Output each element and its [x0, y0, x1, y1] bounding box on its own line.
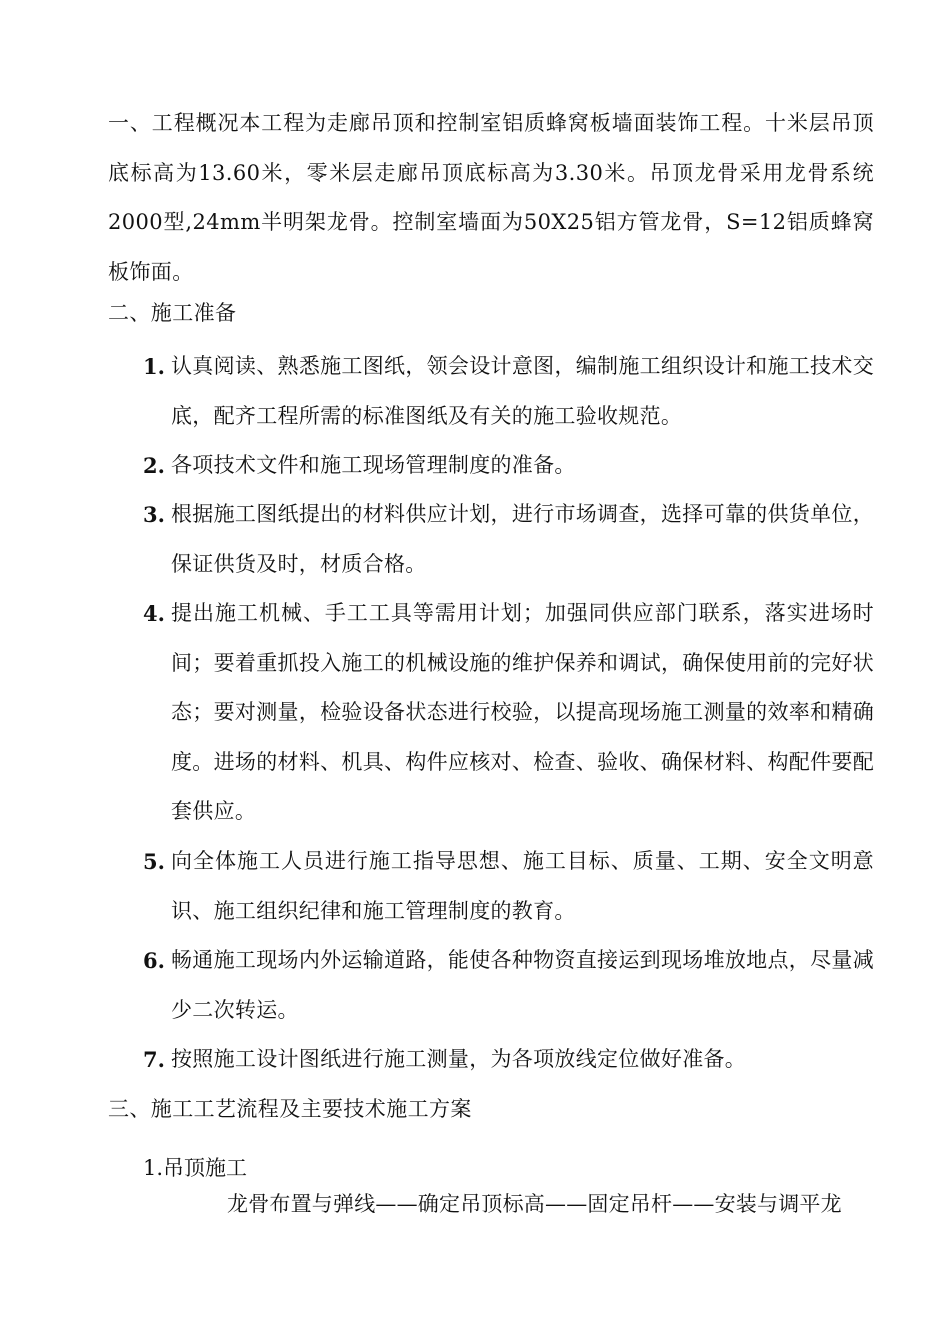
subsection-heading-ceiling: 1.吊顶施工	[143, 1156, 248, 1180]
list-item-number: 3.	[143, 502, 165, 527]
list-item-number: 6.	[143, 948, 165, 973]
list-item-number: 7.	[143, 1047, 165, 1072]
list-item	[143, 936, 874, 1035]
list-item-number: 1.	[143, 354, 165, 379]
list-item-text: 提出施工机械、手工工具等需用计划；加强同供应部门联系，落实进场时间；要着重抓投入施工的机械设施的维护保养和调试，确保使用前的完好状态；要对测量，检验设备状态进行校验，以提高现场施工测量的效率和精确度。进场的材料、机具、构件应核对、检查、验收、确保材料、构配件要配套供应。	[171, 601, 874, 823]
list-item	[143, 441, 874, 491]
section-heading-process: 三、施工工艺流程及主要技术施工方案	[108, 1097, 472, 1121]
list-item-text: 按照施工设计图纸进行施工测量，为各项放线定位做好准备。	[171, 1047, 747, 1071]
list-item-text: 向全体施工人员进行施工指导思想、施工目标、质量、工期、安全文明意识、施工组织纪律和施工管理制度的教育。	[171, 849, 874, 923]
list-item	[143, 490, 874, 589]
overview-paragraph: 一、工程概况本工程为走廊吊顶和控制室铝质蜂窝板墙面装饰工程。十米层吊顶底标高为13.60米，零米层走廊吊顶底标高为3.30米。吊顶龙骨采用龙骨系统2000型,24mm半明架龙骨。控制室墙面为50X25铝方管龙骨，S=12铝质蜂窝板饰面。	[108, 111, 874, 284]
list-item	[143, 342, 874, 441]
list-item-number: 4.	[143, 601, 165, 626]
list-item	[143, 589, 874, 837]
list-item-number: 5.	[143, 849, 165, 874]
list-item-text: 认真阅读、熟悉施工图纸，领会设计意图，编制施工组织设计和施工技术交底，配齐工程所需的标准图纸及有关的施工验收规范。	[171, 354, 874, 428]
list-item-text: 畅通施工现场内外运输道路，能使各种物资直接运到现场堆放地点，尽量减少二次转运。	[171, 948, 874, 1022]
list-item	[143, 1035, 874, 1085]
list-item	[143, 837, 874, 936]
list-item-text: 根据施工图纸提出的材料供应计划，进行市场调查，选择可靠的供货单位，保证供货及时，材质合格。	[171, 502, 874, 576]
section-heading-preparation: 二、施工准备	[108, 301, 237, 325]
process-flow-text: 龙骨布置与弹线——确定吊顶标高——固定吊杆——安装与调平龙	[227, 1192, 842, 1216]
list-item-number: 2.	[143, 453, 165, 478]
list-item-text: 各项技术文件和施工现场管理制度的准备。	[171, 453, 576, 477]
